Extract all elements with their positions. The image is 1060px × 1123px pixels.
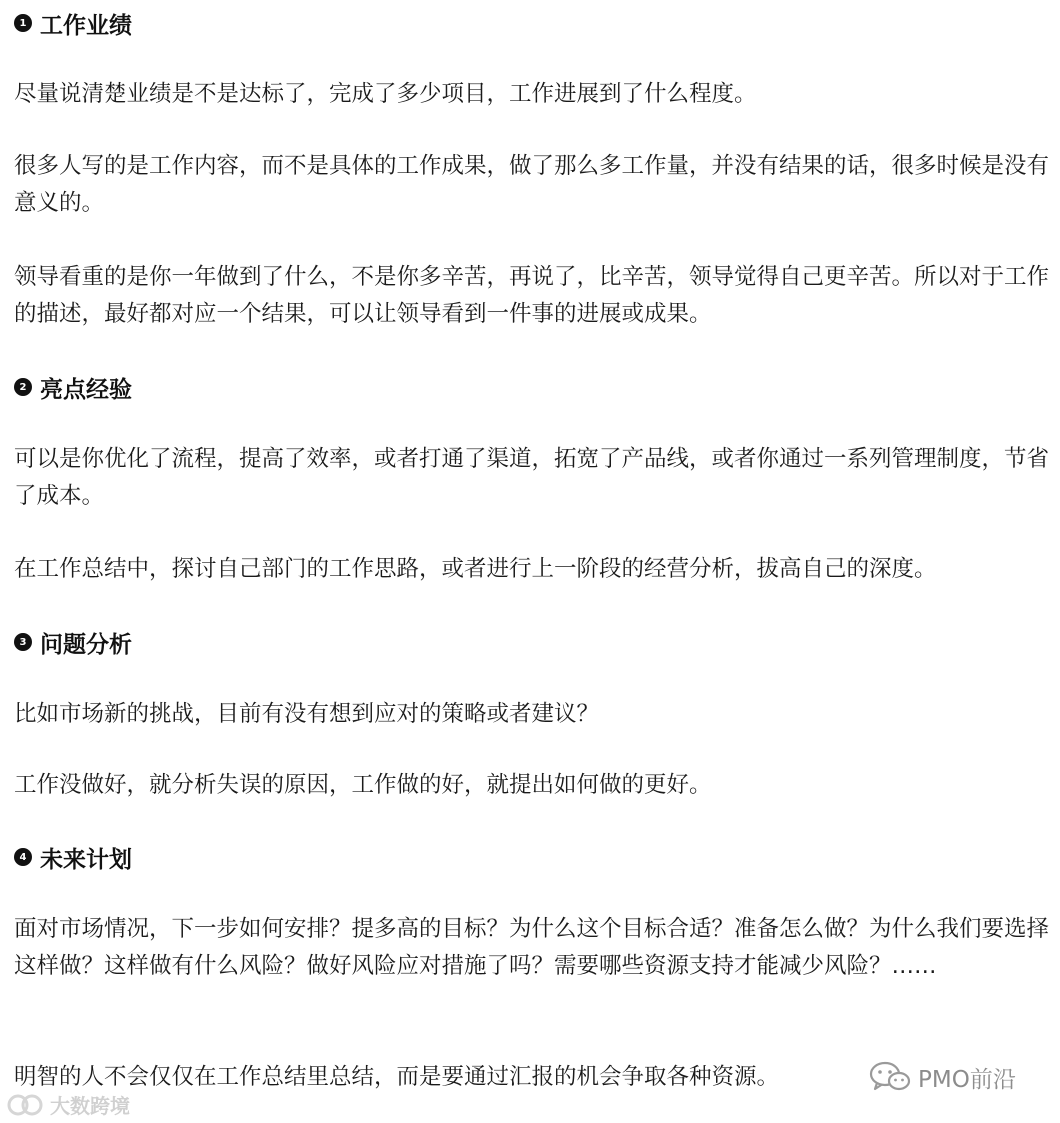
watermark-left-text: 大数跨境 bbox=[50, 1094, 130, 1118]
number-badge: 1 bbox=[14, 14, 32, 32]
section-heading bbox=[14, 837, 132, 877]
paragraph: 在工作总结中，探讨自己部门的工作思路，或者进行上一阶段的经营分析，拔高自己的深度。 bbox=[14, 556, 937, 582]
wechat-icon bbox=[868, 1060, 912, 1094]
paragraph: 领导看重的是你一年做到了什么，不是你多辛苦，再说了，比辛苦，领导觉得自己更辛苦。所以对于工作的描述，最好都对应一个结果，可以让领导看到一件事的进展或成果。 bbox=[14, 264, 1050, 327]
paragraph: 尽量说清楚业绩是不是达标了，完成了多少项目，工作进展到了什么程度。 bbox=[14, 81, 757, 107]
section-heading bbox=[14, 3, 132, 43]
watermark-right bbox=[868, 1060, 1016, 1094]
paragraph: 很多人写的是工作内容，而不是具体的工作成果，做了那么多工作量，并没有结果的话，很多时候是没有意义的。 bbox=[14, 153, 1050, 216]
section-heading bbox=[14, 367, 132, 407]
paragraph: 面对市场情况，下一步如何安排？提多高的目标？为什么这个目标合适？准备怎么做？为什么我们要选择这样做？这样做有什么风险？做好风险应对措施了吗？需要哪些资源支持才能减少风险？…… bbox=[14, 916, 1050, 979]
brand-logo-icon bbox=[6, 1093, 44, 1117]
number-badge: 4 bbox=[14, 848, 32, 866]
paragraph: 比如市场新的挑战，目前有没有想到应对的策略或者建议？ bbox=[14, 701, 600, 727]
paragraph: 工作没做好，就分析失误的原因，工作做的好，就提出如何做的更好。 bbox=[14, 772, 712, 798]
number-badge: 3 bbox=[14, 633, 32, 651]
section-heading bbox=[14, 622, 132, 662]
watermark-right-text: PMO前沿 bbox=[918, 1066, 1016, 1093]
paragraph: 可以是你优化了流程，提高了效率，或者打通了渠道，拓宽了产品线，或者你通过一系列管理制度，节省了成本。 bbox=[14, 446, 1050, 509]
section-title: 未来计划 bbox=[40, 846, 132, 873]
number-badge: 2 bbox=[14, 378, 32, 396]
paragraph: 明智的人不会仅仅在工作总结里总结，而是要通过汇报的机会争取各种资源。 bbox=[14, 1064, 780, 1090]
section-title: 问题分析 bbox=[40, 631, 132, 658]
section-title: 工作业绩 bbox=[40, 12, 132, 39]
watermark-left bbox=[6, 1090, 130, 1119]
section-title: 亮点经验 bbox=[40, 376, 132, 403]
